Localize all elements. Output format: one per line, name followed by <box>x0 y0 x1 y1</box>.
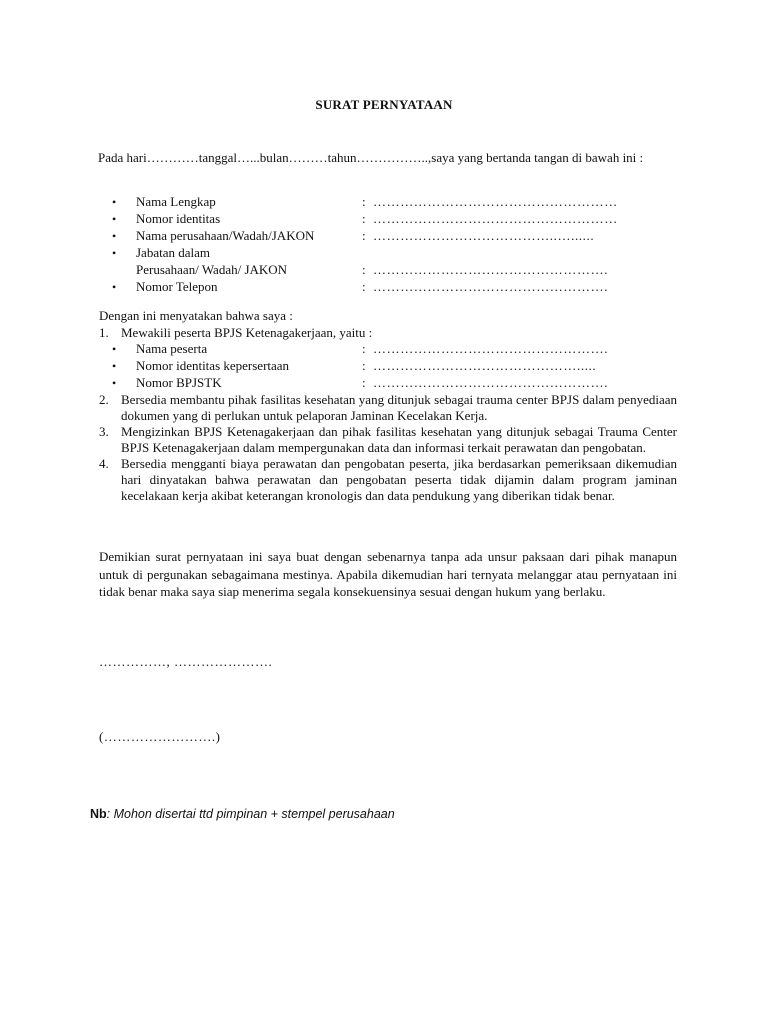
item-number: 4. <box>99 456 109 471</box>
bullet-icon: • <box>112 246 117 260</box>
intro-paragraph: Pada hari…………tanggal…...bulan………tahun……………..,saya yang bertanda tangan di bawah ini : <box>98 150 644 165</box>
field-label: Nomor Telepon <box>136 279 218 294</box>
declaration-item <box>99 456 677 504</box>
list-item <box>112 279 632 296</box>
field-blank: ……………………………………………. <box>373 262 609 277</box>
place-date-blank: ……………, …………………. <box>99 654 273 669</box>
declaration-intro: Dengan ini menyatakan bahwa saya : <box>99 308 293 323</box>
item-text: Bersedia mengganti biaya perawatan dan pengobatan peserta, jika berdasarkan pemeriksaan dikemudian hari dinyatakan bahwa perawatan dan pengobatan peserta tidak dijamin dalam program jaminan kecelakaan kerja akibat keterangan kronologis dan data pendukung yang diberikan tidak benar. <box>121 456 677 503</box>
field-colon: : <box>362 228 366 243</box>
list-item <box>112 228 632 245</box>
declaration-list <box>99 325 677 504</box>
field-blank: ……………………………………………. <box>373 341 609 356</box>
field-label-continued: Perusahaan/ Wadah/ JAKON <box>136 262 288 277</box>
field-blank: ……………………………………………. <box>373 279 609 294</box>
bullet-icon: • <box>112 195 117 209</box>
field-colon: : <box>362 194 366 209</box>
list-item <box>112 211 632 228</box>
field-label: Nama peserta <box>136 341 208 356</box>
item-number: 3. <box>99 424 109 439</box>
field-label: Nomor BPJSTK <box>136 375 222 390</box>
field-blank: ………………………………………..... <box>373 358 597 373</box>
declaration-item <box>99 424 677 456</box>
item-text: Bersedia membantu pihak fasilitas kesehatan yang ditunjuk sebagai trauma center BPJS dalam penyediaan dokumen yang di perlukan untuk pelaporan Jaminan Kecelakan Kerja. <box>121 392 677 423</box>
field-blank: ……………………………………………… <box>373 211 618 226</box>
declaration-item <box>99 325 677 341</box>
field-blank: ……………………………………………. <box>373 375 609 390</box>
bullet-icon: • <box>112 376 117 390</box>
footnote-label: Nb <box>90 807 107 821</box>
field-colon: : <box>362 211 366 226</box>
bullet-icon: • <box>112 212 117 226</box>
identity-list <box>112 194 632 296</box>
field-label: Nama Lengkap <box>136 194 216 209</box>
field-colon: : <box>362 279 366 294</box>
list-item <box>112 341 632 358</box>
field-colon: : <box>362 262 366 277</box>
signature-blank: (…………………….) <box>99 729 221 744</box>
item-text: Mewakili peserta BPJS Ketenagakerjaan, yaitu : <box>121 325 373 340</box>
field-blank: …………………………………..…...... <box>373 228 595 243</box>
bullet-icon: • <box>112 359 117 373</box>
field-label: Nomor identitas <box>136 211 221 226</box>
bullet-icon: • <box>112 229 117 243</box>
footnote <box>90 806 395 822</box>
field-label: Nomor identitas kepersertaan <box>136 358 290 373</box>
page-title: SURAT PERNYATAAN <box>315 97 453 112</box>
field-colon: : <box>362 375 366 390</box>
list-item <box>112 358 632 375</box>
field-colon: : <box>362 358 366 373</box>
item-number: 2. <box>99 392 109 407</box>
footnote-text: : Mohon disertai ttd pimpinan + stempel perusahaan <box>106 807 395 821</box>
field-blank: ……………………………………………… <box>373 194 618 209</box>
list-item <box>112 245 632 279</box>
item-number: 1. <box>99 325 109 340</box>
closing-paragraph: Demikian surat pernyataan ini saya buat dengan sebenarnya tanpa ada unsur paksaan dari pihak manapun untuk di pergunakan sebagaimana mestinya. Apabila dikemudian hari ternyata melanggar atau pernyataan ini tidak benar maka saya siap menerima segala konsekuensinya sesuai dengan hukum yang berlaku. <box>99 549 677 599</box>
list-item <box>112 194 632 211</box>
field-label: Nama perusahaan/Wadah/JAKON <box>136 228 315 243</box>
field-colon: : <box>362 341 366 356</box>
list-item <box>112 375 632 392</box>
bullet-icon: • <box>112 342 117 356</box>
bullet-icon: • <box>112 280 117 294</box>
participant-list <box>112 341 632 392</box>
item-text: Mengizinkan BPJS Ketenagakerjaan dan pihak fasilitas kesehatan yang ditunjuk sebagai Trauma Center BPJS Ketenagakerjaan dalam mempergunakan data dan informasi terkait perawatan dan pengobatan. <box>121 424 677 455</box>
declaration-item <box>99 392 677 424</box>
field-label: Jabatan dalam <box>136 245 210 260</box>
